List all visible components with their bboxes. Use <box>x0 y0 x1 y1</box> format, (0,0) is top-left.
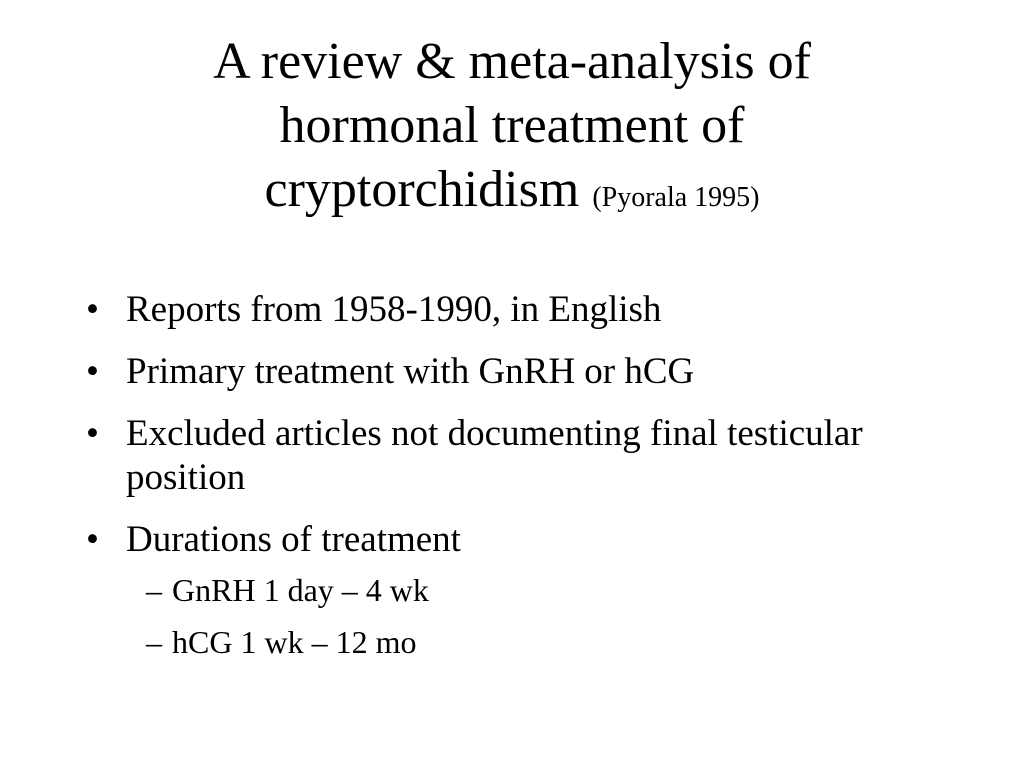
sub-bullet-marker: – <box>146 572 162 608</box>
sub-bullet-text: hCG 1 wk – 12 mo <box>172 624 417 660</box>
bullet-text: Primary treatment with GnRH or hCG <box>126 351 695 392</box>
sub-bullet-text: GnRH 1 day – 4 wk <box>172 572 429 608</box>
bullet-list <box>86 288 946 680</box>
bullet-marker: • <box>86 351 99 392</box>
slide-title <box>80 30 944 230</box>
bullet-item-excluded-articles <box>86 412 946 500</box>
bullet-text: Durations of treatment <box>126 519 461 560</box>
bullet-item-reports <box>86 288 946 332</box>
bullet-marker: • <box>86 289 99 330</box>
sub-bullet-list <box>126 570 946 662</box>
title-citation: (Pyorala 1995) <box>592 182 760 213</box>
title-line-2: hormonal treatment of <box>279 97 745 154</box>
bullet-item-durations <box>86 518 946 662</box>
sub-bullet-marker: – <box>146 624 162 660</box>
title-line-1: A review & meta-analysis of <box>213 33 811 90</box>
bullet-marker: • <box>86 519 99 560</box>
sub-bullet-item-hcg <box>126 622 946 662</box>
sub-bullet-item-gnrh <box>126 570 946 610</box>
bullet-text: Excluded articles not documenting final testicular position <box>126 413 863 498</box>
title-line-3 <box>80 158 944 230</box>
bullet-marker: • <box>86 413 99 454</box>
bullet-item-primary-treatment <box>86 350 946 394</box>
bullet-text: Reports from 1958-1990, in English <box>126 289 662 330</box>
title-main-text: cryptorchidism <box>264 161 580 218</box>
